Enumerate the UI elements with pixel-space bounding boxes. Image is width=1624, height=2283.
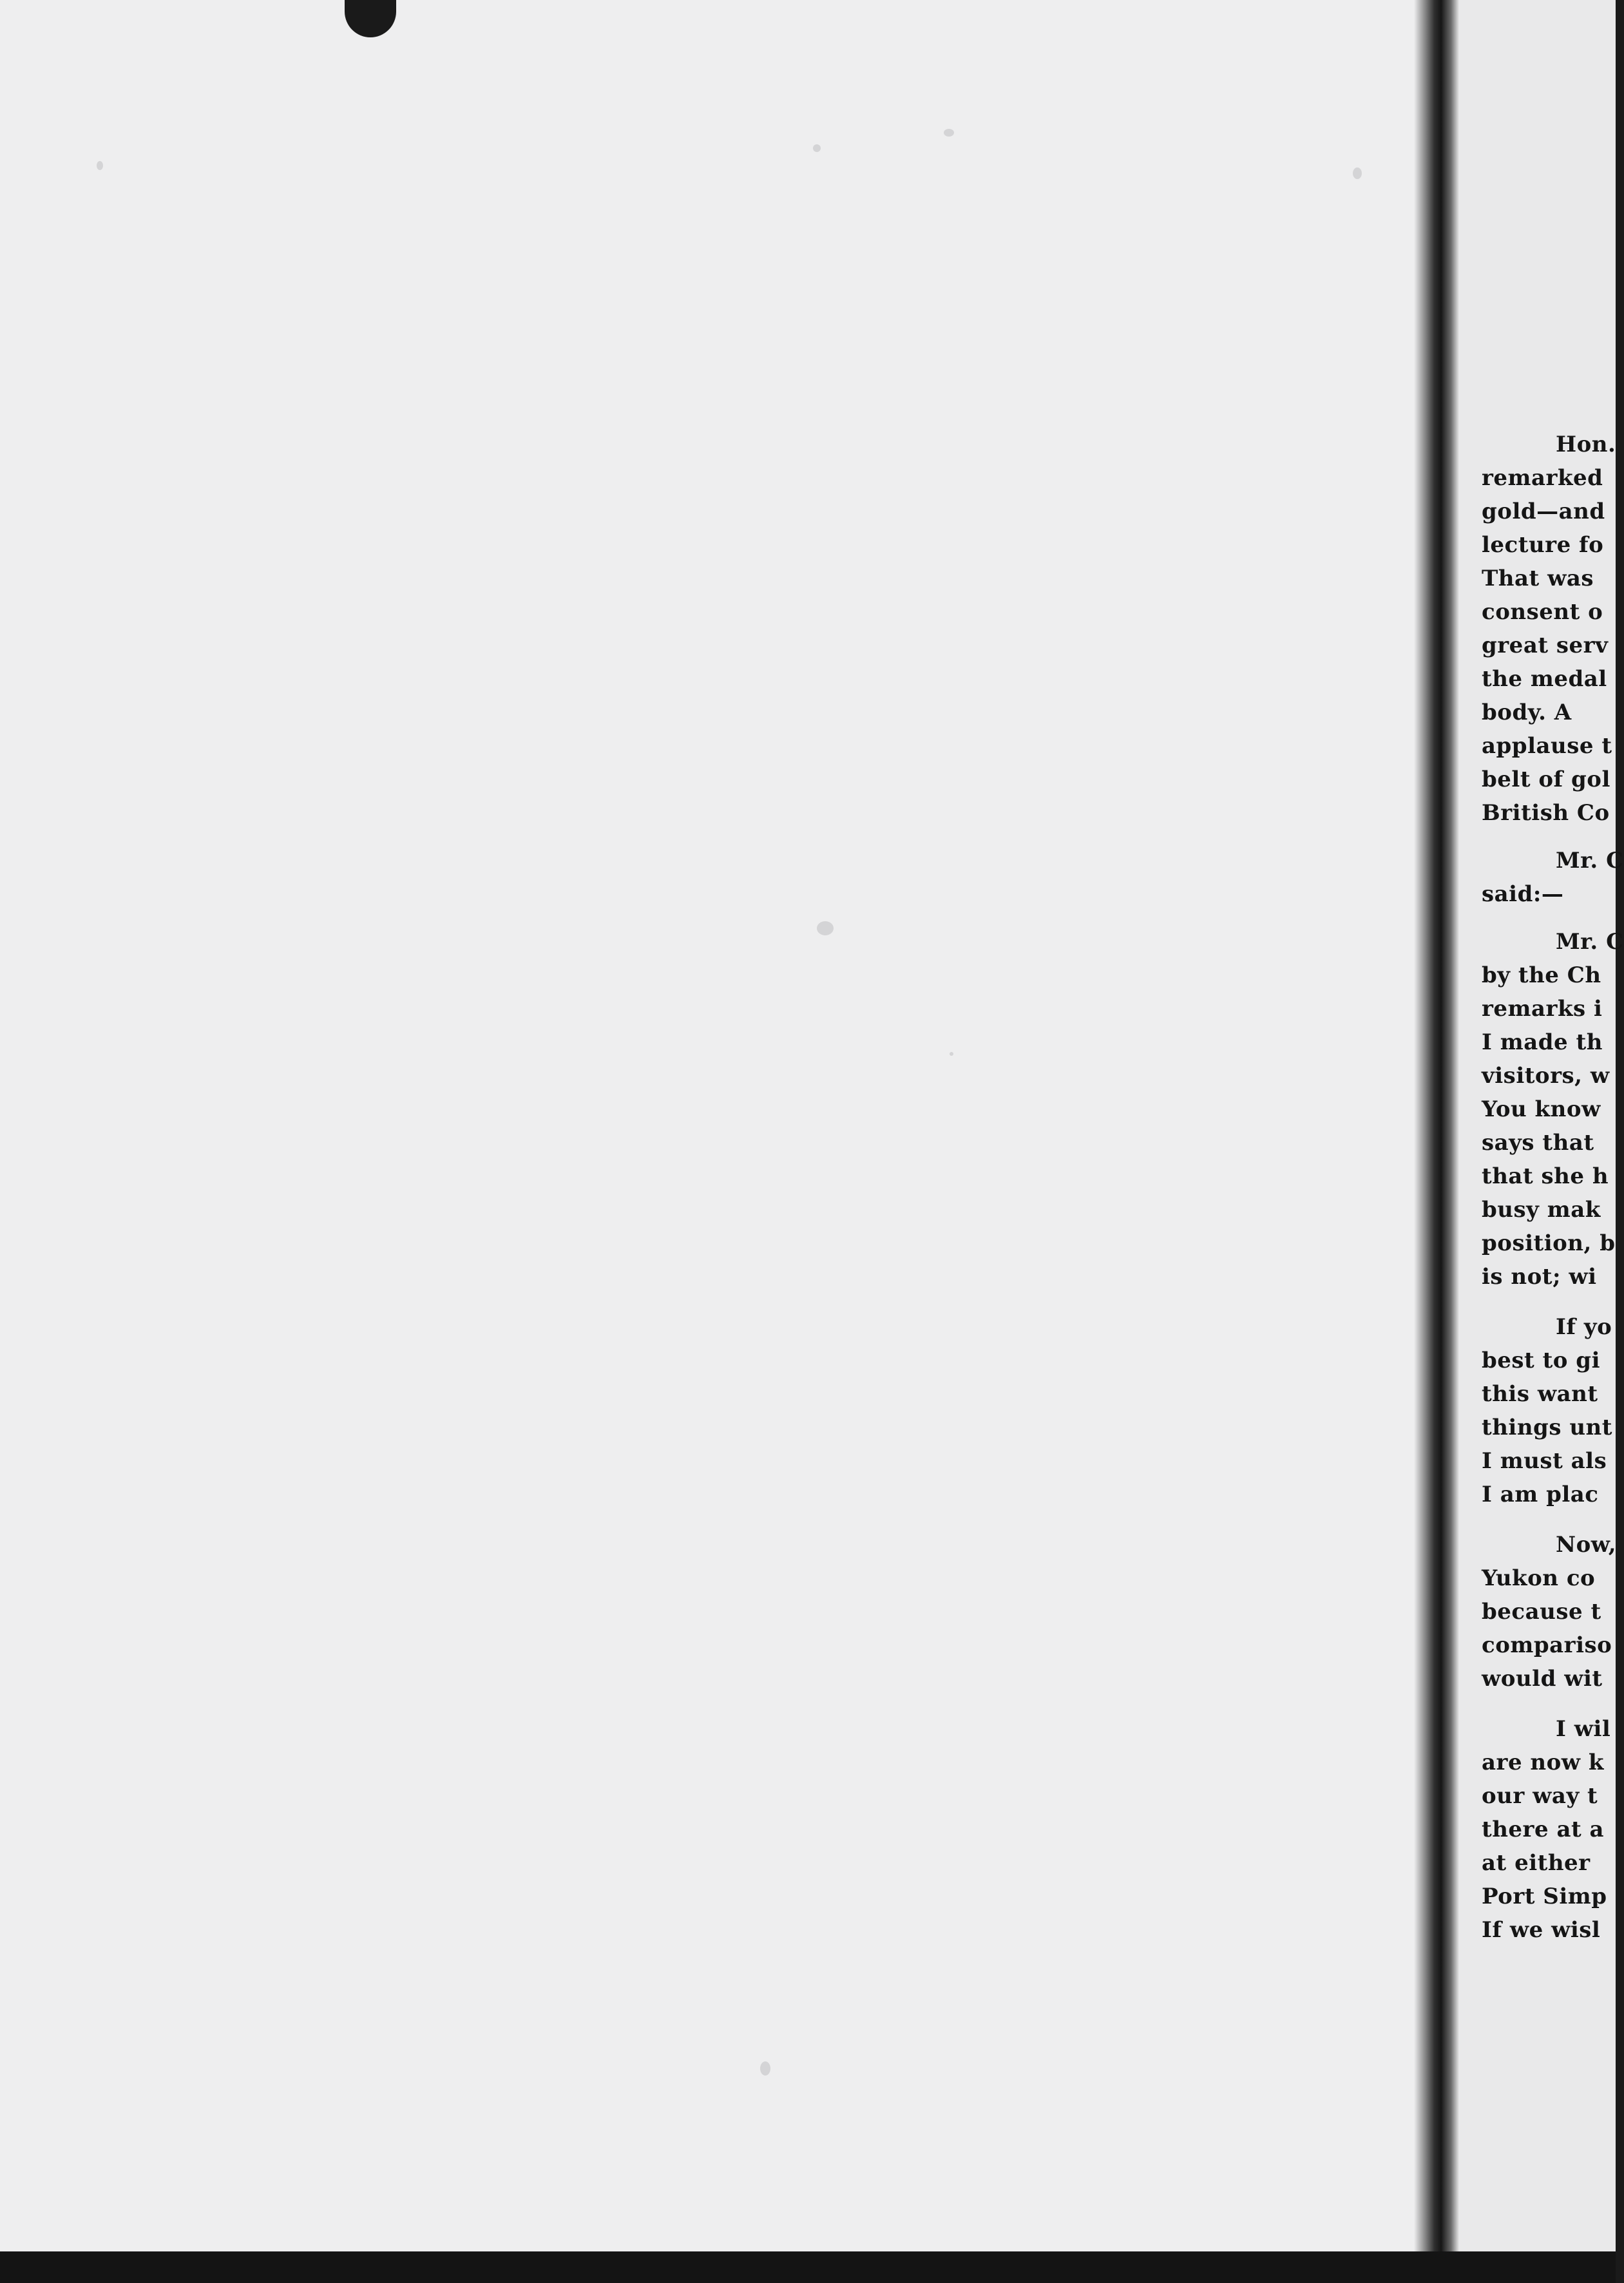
text-line: That was xyxy=(1482,566,1594,591)
text-line: body. A xyxy=(1482,700,1572,725)
text-line: are now k xyxy=(1482,1750,1604,1775)
text-line: applause t xyxy=(1482,733,1612,759)
text-line: compariso xyxy=(1482,1632,1612,1658)
text-line: visitors, w xyxy=(1482,1063,1610,1089)
text-line: British Co xyxy=(1482,800,1610,826)
text-line: is not; wi xyxy=(1482,1264,1597,1290)
text-line: belt of gol xyxy=(1482,767,1610,792)
text-line: gold—and xyxy=(1482,499,1605,524)
paper-speck xyxy=(813,144,821,152)
text-line: because t xyxy=(1482,1599,1601,1625)
text-line: I wil xyxy=(1556,1716,1611,1742)
text-line: busy mak xyxy=(1482,1197,1601,1223)
text-line: I made th xyxy=(1482,1029,1603,1055)
book-gutter-shadow xyxy=(1414,0,1459,2283)
text-line: the medal xyxy=(1482,666,1607,692)
text-line: that she h xyxy=(1482,1163,1609,1189)
text-line: Mr. C xyxy=(1556,848,1624,874)
text-line: Yukon co xyxy=(1482,1565,1596,1591)
text-line: lecture fo xyxy=(1482,532,1604,558)
paper-speck xyxy=(97,161,103,170)
right-page-text xyxy=(1456,0,1624,2242)
text-line: If yo xyxy=(1556,1314,1612,1340)
text-line: things unt xyxy=(1482,1415,1612,1440)
paper-speck xyxy=(1353,167,1362,179)
text-line: position, b xyxy=(1482,1230,1616,1256)
text-line: I am plac xyxy=(1482,1482,1599,1507)
text-line: best to gi xyxy=(1482,1348,1600,1373)
text-line: great serv xyxy=(1482,633,1609,658)
text-line: You know xyxy=(1482,1096,1601,1122)
text-line: Port Simp xyxy=(1482,1884,1607,1909)
paper-speck xyxy=(817,921,834,935)
paper-speck xyxy=(950,1052,953,1056)
text-line: would wit xyxy=(1482,1666,1603,1692)
text-line: I must als xyxy=(1482,1448,1607,1474)
text-line: If we wisl xyxy=(1482,1917,1601,1943)
paper-speck xyxy=(944,129,954,137)
text-line: at either xyxy=(1482,1850,1591,1876)
text-line: this want xyxy=(1482,1381,1598,1407)
text-line: Mr. C xyxy=(1556,929,1624,955)
text-line: Now, xyxy=(1556,1532,1617,1558)
paper-speck xyxy=(760,2061,770,2076)
text-line: consent o xyxy=(1482,599,1603,625)
text-line: remarks i xyxy=(1482,996,1603,1022)
text-line: there at a xyxy=(1482,1817,1605,1842)
text-line: says that xyxy=(1482,1130,1594,1156)
text-line: our way t xyxy=(1482,1783,1598,1809)
text-line: by the Ch xyxy=(1482,962,1601,988)
scan-bottom-edge xyxy=(0,2251,1616,2283)
text-line: Hon. xyxy=(1556,432,1616,457)
ink-smudge xyxy=(345,0,396,37)
text-line: said:— xyxy=(1482,881,1564,907)
text-line: remarked xyxy=(1482,465,1603,491)
